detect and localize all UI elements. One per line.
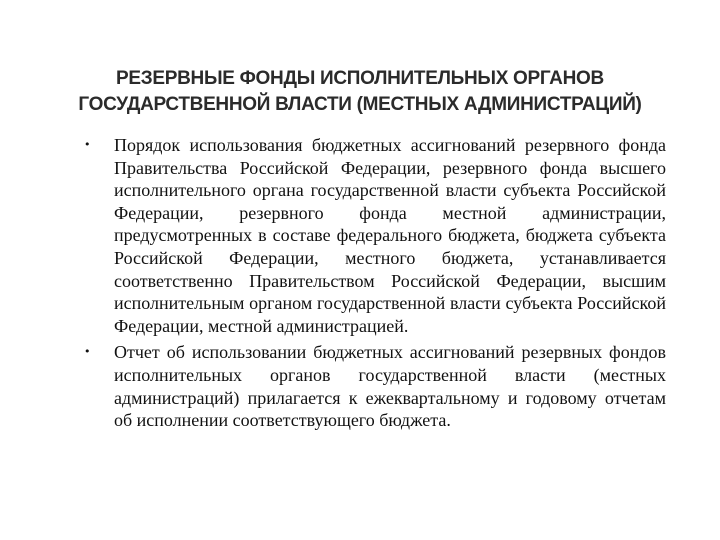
slide-title — [20, 66, 700, 118]
bullet-list — [84, 134, 666, 436]
slide-title-line-2: ГОСУДАРСТВЕННОЙ ВЛАСТИ (МЕСТНЫХ АДМИНИСТРАЦИЙ) — [78, 94, 642, 115]
bullet-item-1 — [84, 134, 666, 337]
slide-title-line-1: РЕЗЕРВНЫЕ ФОНДЫ ИСПОЛНИТЕЛЬНЫХ ОРГАНОВ — [116, 68, 604, 89]
bullet-text-1: Порядок использования бюджетных ассигнований резервного фонда Правительства Российской Федерации, резервного фонда высшего исполнительного органа государственной власти субъекта Российской Федерации, резервного фонда местной администрации, предусмотренных в составе федерального бюджета, бюджета субъекта Российской Федерации, местного бюджета, устанавливается соответственно Правительством Российской Федерации, высшим исполнительным органом государственной власти субъекта Российской Федерации, местной администрацией. — [114, 135, 666, 336]
bullet-text-2: Отчет об использовании бюджетных ассигнований резервных фондов исполнительных органов государственной власти (местных администраций) прилагается к ежеквартальному и годовому отчетам об исполнении соответствующего бюджета. — [114, 342, 666, 431]
bullet-dot-icon: • — [84, 345, 91, 359]
bullet-item-2 — [84, 341, 666, 431]
bullet-dot-icon: • — [84, 138, 91, 151]
